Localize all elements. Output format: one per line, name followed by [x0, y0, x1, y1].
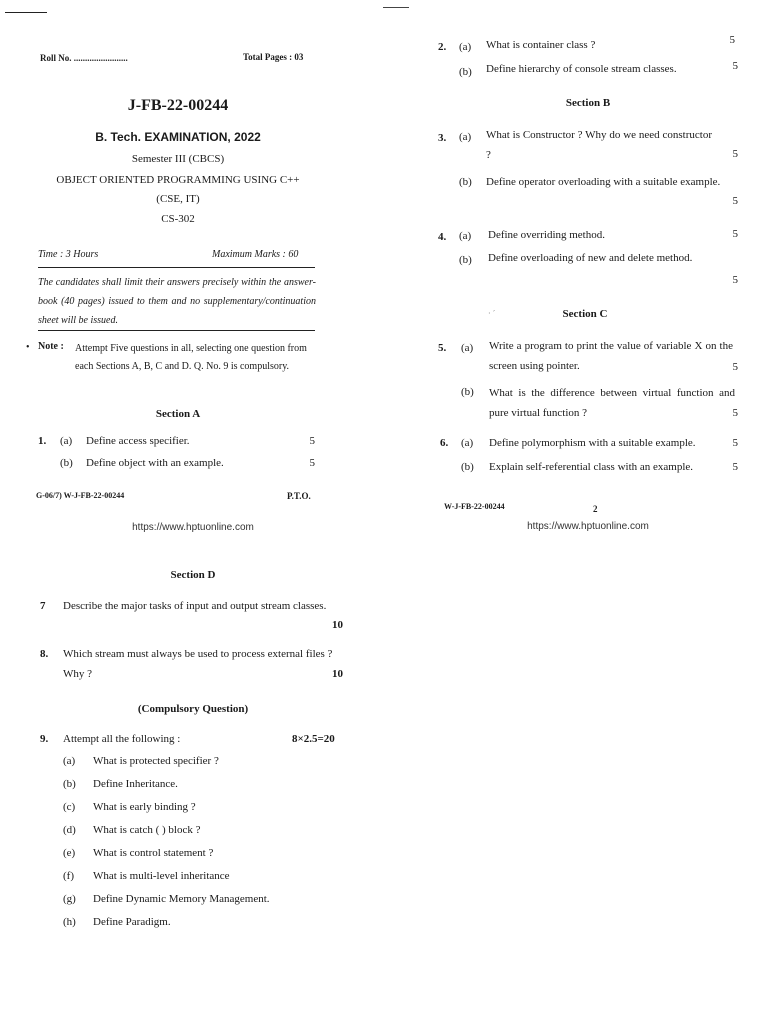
course-code: CS-302 [161, 213, 195, 225]
question-3a-label: (a) [459, 131, 472, 143]
question-4a-marks: 5 [732, 228, 738, 240]
question-1b-marks: 5 [309, 457, 315, 469]
question-8-text: Which stream must always be used to process external files ? Why ? [63, 648, 333, 680]
question-9-item [63, 847, 353, 870]
page1-pto: P.T.O. [287, 491, 311, 501]
question-3a-marks: 5 [732, 148, 738, 160]
question-4b-label: (b) [459, 254, 472, 266]
question-3a-text: What is Constructor ? Why do we need constructor ? [486, 129, 712, 161]
note-label: Note : [38, 341, 64, 352]
section-a-title: Section A [155, 408, 201, 420]
top-dash [383, 7, 409, 8]
question-7-marks: 10 [332, 619, 343, 631]
item-text: Define Inheritance. [93, 778, 178, 790]
question-2a-text: What is container class ? [486, 39, 596, 51]
question-2b-marks: 5 [732, 60, 738, 72]
item-label: (g) [63, 893, 76, 905]
item-text: What is protected specifier ? [93, 755, 219, 767]
question-6a-marks: 5 [732, 437, 738, 449]
section-b-title: Section B [565, 97, 611, 109]
subject-title: OBJECT ORIENTED PROGRAMMING USING C++ [56, 174, 300, 186]
item-text: What is early binding ? [93, 801, 196, 813]
question-2b-text: Define hierarchy of console stream classes. [486, 63, 677, 75]
maximum-marks: Maximum Marks : 60 [212, 249, 299, 260]
item-label: (a) [63, 755, 76, 767]
question-5b-label: (b) [461, 386, 474, 398]
question-1a-text: Define access specifier. [86, 435, 190, 447]
question-9-items [63, 755, 353, 939]
page2-url: https://www.hptuonline.com [527, 521, 649, 532]
question-1a-marks: 5 [309, 435, 315, 447]
page2-footer-code: W-J-FB-22-00244 [444, 502, 505, 511]
question-6-number: 6. [440, 437, 449, 449]
question-9-item [63, 778, 353, 801]
question-3b-text: Define operator overloading with a suitable example. [486, 176, 721, 188]
item-label: (f) [63, 870, 74, 882]
question-2a-marks: 5 [729, 34, 735, 46]
item-label: (e) [63, 847, 76, 859]
question-5a-label: (a) [461, 342, 474, 354]
question-3-number: 3. [438, 132, 447, 144]
question-9-item [63, 870, 353, 893]
question-6a-label: (a) [461, 437, 474, 449]
question-9-item [63, 824, 353, 847]
item-label: (b) [63, 778, 76, 790]
page1-url: https://www.hptuonline.com [132, 522, 254, 533]
question-8-number: 8. [40, 648, 49, 660]
question-4b-marks: 5 [732, 274, 738, 286]
question-3b-marks: 5 [732, 195, 738, 207]
item-text: Define Dynamic Memory Management. [93, 893, 270, 905]
roll-number: Roll No. ........................ [40, 53, 128, 63]
item-text: What is control statement ? [93, 847, 214, 859]
question-5a-text: Write a program to print the value of variable X on the screen using pointer. [489, 340, 733, 372]
item-text: What is catch ( ) block ? [93, 824, 201, 836]
time-allowed: Time : 3 Hours [38, 249, 99, 260]
divider-top [38, 267, 315, 268]
question-9-number: 9. [40, 733, 49, 745]
question-2a-label: (a) [459, 41, 472, 53]
question-4a-text: Define overriding method. [488, 229, 605, 241]
question-4b-text: Define overloading of new and delete method. [488, 252, 693, 264]
question-2-number: 2. [438, 41, 447, 53]
page2-number: 2 [593, 504, 598, 514]
question-5-number: 5. [438, 342, 447, 354]
note-text: Attempt Five questions in all, selecting one question from each Sections A, B, C and D. Q. No. 9 is compulsory. [75, 343, 307, 372]
top-left-rule [5, 12, 47, 13]
question-7-number: 7 [40, 600, 46, 612]
item-text: Define Paradigm. [93, 916, 171, 928]
question-6a-text: Define polymorphism with a suitable example. [489, 437, 696, 449]
page1-footer-code: G-06/7) W-J-FB-22-00244 [36, 491, 125, 500]
item-label: (h) [63, 916, 76, 928]
ink-blot: · ˊ [488, 309, 496, 318]
total-pages: Total Pages : 03 [243, 52, 304, 62]
item-label: (d) [63, 824, 76, 836]
question-8-marks: 10 [332, 668, 343, 680]
question-9-item [63, 893, 353, 916]
question-1b-text: Define object with an example. [86, 457, 224, 469]
item-label: (c) [63, 801, 76, 813]
item-text: What is multi-level inheritance [93, 870, 230, 882]
question-7-text: Describe the major tasks of input and output stream classes. [63, 600, 327, 612]
question-2b-label: (b) [459, 66, 472, 78]
paper-code: J-FB-22-00244 [127, 97, 229, 114]
question-9-item [63, 801, 353, 824]
question-5a-marks: 5 [732, 361, 738, 373]
question-9-text: Attempt all the following : [63, 733, 181, 745]
question-1b-label: (b) [60, 457, 73, 469]
question-6b-marks: 5 [732, 461, 738, 473]
exam-title: B. Tech. EXAMINATION, 2022 [95, 130, 261, 144]
question-6b-label: (b) [461, 461, 474, 473]
section-c-title: Section C [562, 308, 608, 320]
question-3b-label: (b) [459, 176, 472, 188]
question-5b-marks: 5 [732, 407, 738, 419]
question-4a-label: (a) [459, 230, 472, 242]
section-d-title: Section D [170, 569, 216, 581]
question-6b-text: Explain self-referential class with an example. [489, 461, 694, 473]
question-9-item [63, 755, 353, 778]
branch: (CSE, IT) [156, 193, 200, 205]
semester: Semester III (CBCS) [131, 153, 225, 165]
question-9-marks: 8×2.5=20 [292, 733, 335, 745]
question-4-number: 4. [438, 231, 447, 243]
compulsory-question-title: (Compulsory Question) [137, 703, 249, 715]
instructions: The candidates shall limit their answers precisely within the answer-book (40 pages) issued to them and no supplementary/continuation sheet will be issued. [38, 277, 316, 326]
note-bullet: • [26, 342, 30, 353]
question-5b-text: What is the difference between virtual function and pure virtual function ? [489, 387, 735, 419]
question-1a-label: (a) [60, 435, 73, 447]
question-1-number: 1. [38, 435, 47, 447]
divider-bottom [38, 330, 315, 331]
question-9-item [63, 916, 353, 939]
